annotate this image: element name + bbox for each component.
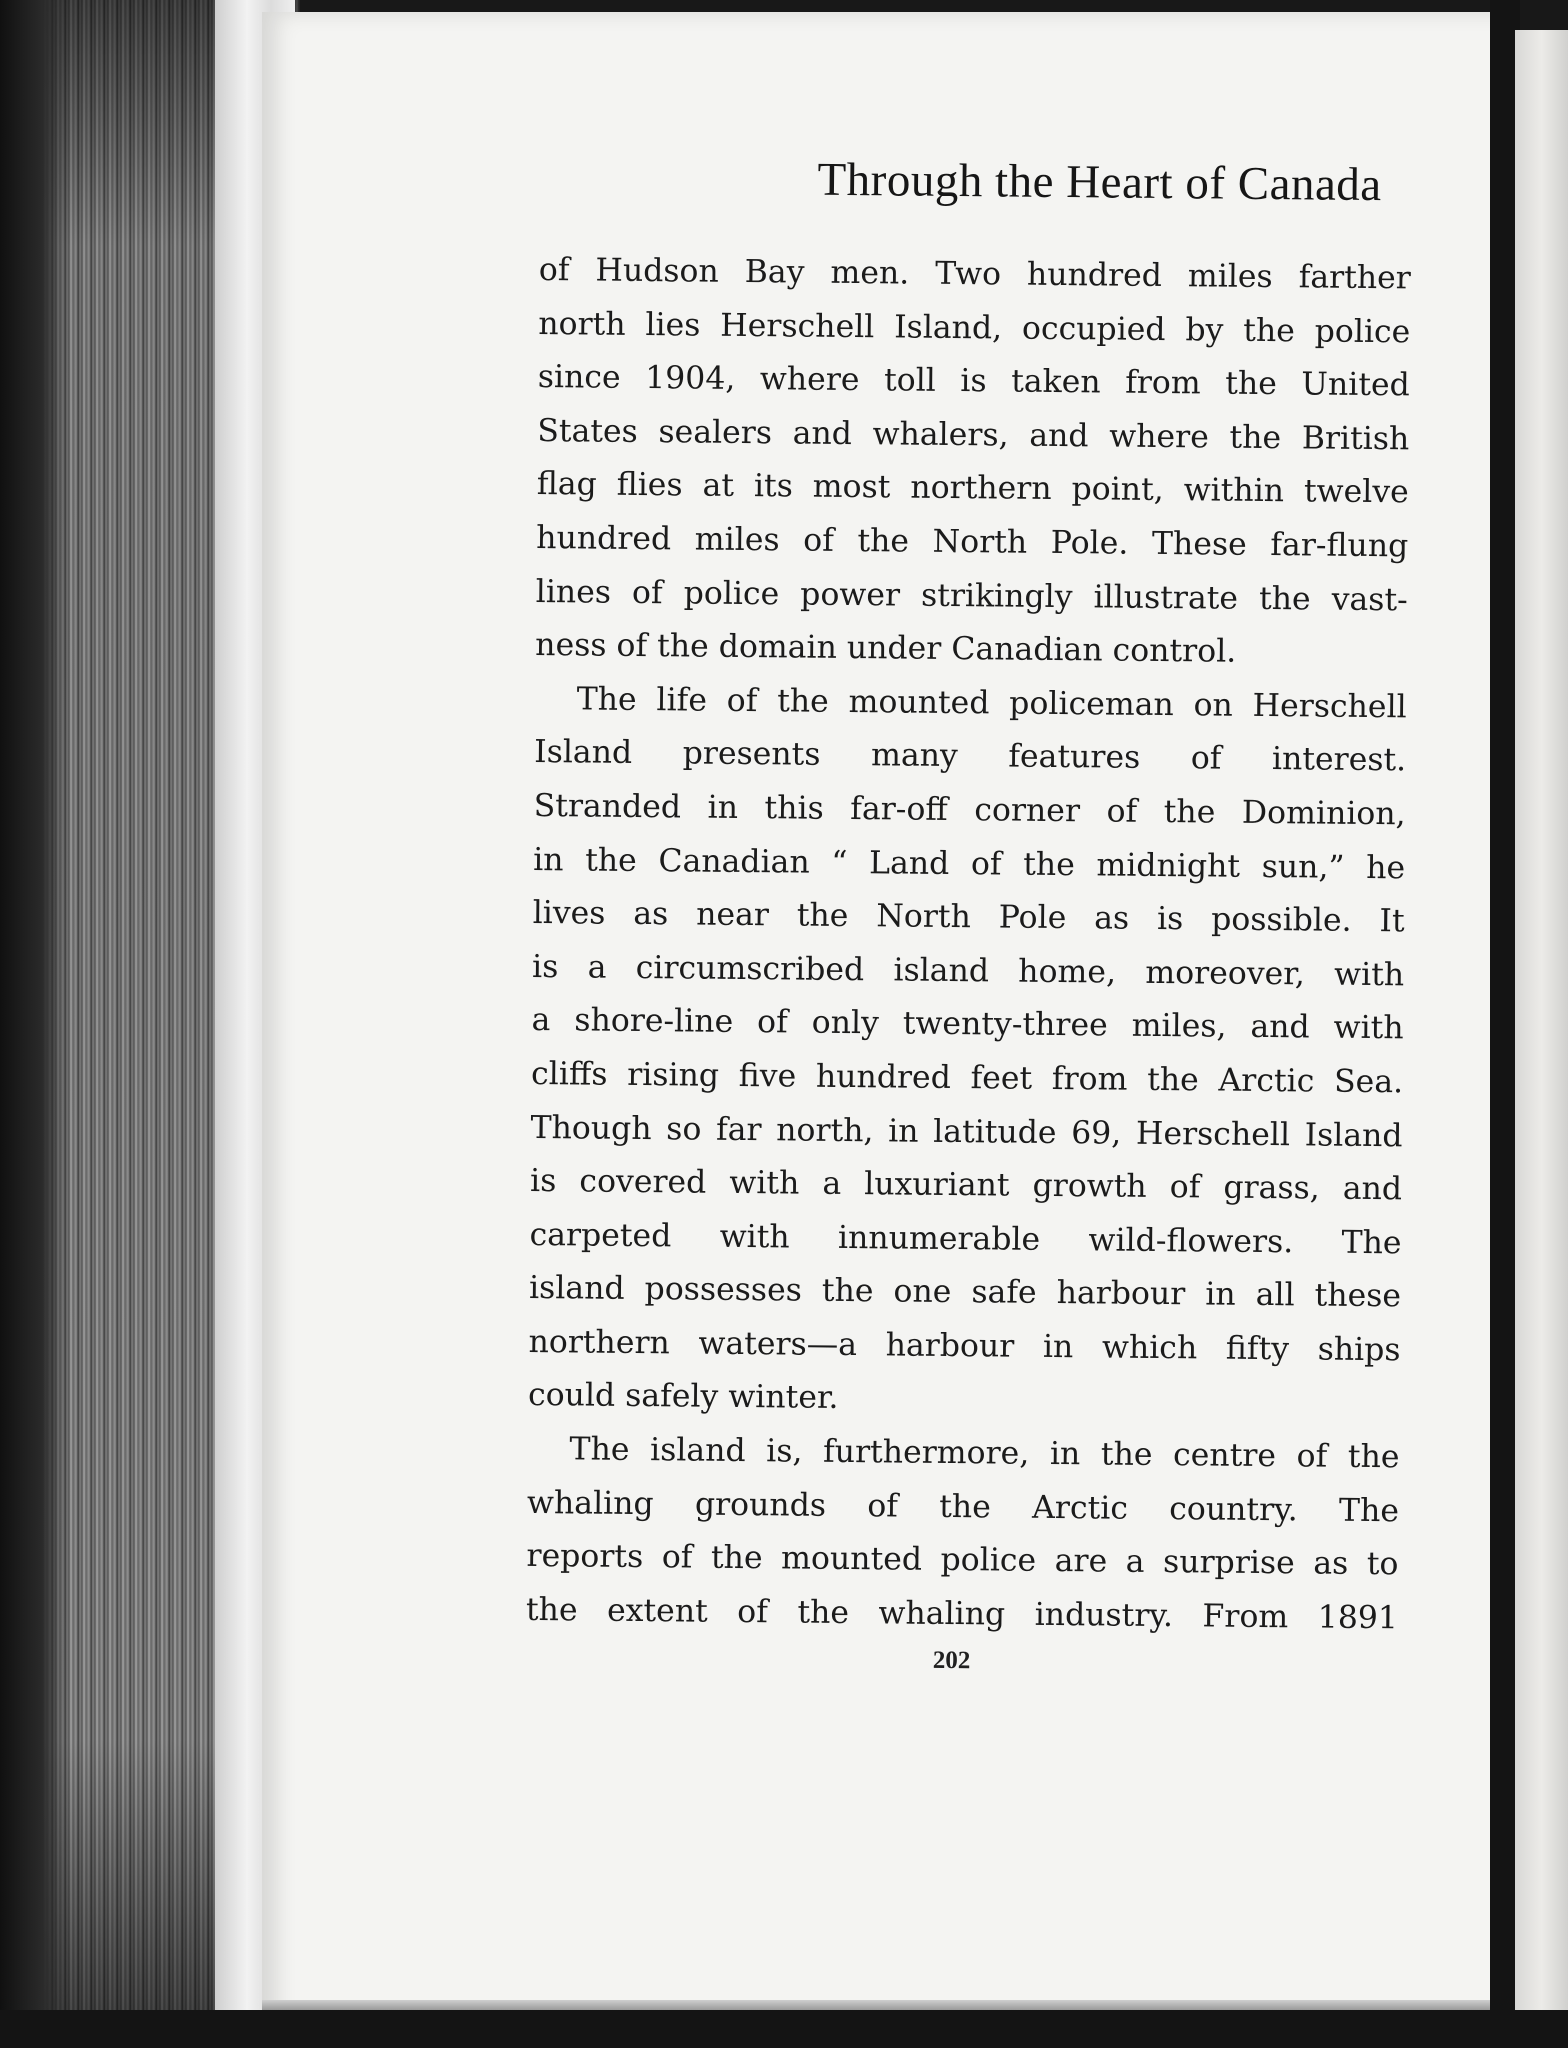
- scan-bottom-border: [0, 2010, 1568, 2048]
- text-line: carpeted with innumerable wild-flowers. The: [529, 1216, 1402, 1262]
- text-line: cliffs rising five hundred feet from the Arctic Sea.: [530, 1055, 1404, 1101]
- text-line: hundred miles of the North Pole. These far-flung: [536, 519, 1409, 565]
- text-line: Island presents many features of interest.: [534, 734, 1407, 779]
- text-line: lives as near the North Pole as is possible. It: [532, 895, 1405, 940]
- text-line: in the Canadian “ Land of the midnight sun,” he: [533, 841, 1406, 886]
- paragraph-3: [526, 1423, 1400, 1646]
- text-line: is a circumscribed island home, moreover, with: [531, 948, 1405, 994]
- text-line: lines of police power strikingly illustrate the vast-: [535, 573, 1408, 618]
- paragraph-1: [535, 244, 1411, 681]
- text-line: The life of the mounted policeman on Herschell: [576, 681, 1407, 726]
- text-line: flag flies at its most northern point, within twelve: [536, 466, 1409, 511]
- text-line: a shore-line of only twenty-three miles, and with: [531, 1002, 1404, 1047]
- text-line: Though so far north, in latitude 69, Herschell Island: [530, 1109, 1403, 1154]
- text-line: since 1904, where toll is taken from the United: [537, 359, 1410, 404]
- text-line: reports of the mounted police are a surprise as to: [526, 1538, 1399, 1583]
- text-line: northern waters—a harbour in which fifty ships: [528, 1323, 1401, 1369]
- text-line: north lies Herschell Island, occupied by the police: [538, 305, 1411, 350]
- binding-shadow: [0, 0, 70, 2048]
- text-block: [525, 150, 1412, 1680]
- text-line: of Hudson Bay men. Two hundred miles farther: [538, 251, 1411, 297]
- facing-page-edge: [1515, 30, 1568, 2030]
- text-line: Stranded in this far-off corner of the Dominion,: [533, 787, 1406, 833]
- running-head: Through the Heart of Canada: [817, 153, 1382, 212]
- paragraph-2: [528, 673, 1407, 1432]
- text-line: is covered with a luxuriant growth of grass, and: [529, 1163, 1403, 1208]
- text-line: ness of the domain under Canadian control.: [535, 627, 1237, 670]
- text-line: whaling grounds of the Arctic country. The: [526, 1484, 1400, 1529]
- text-line: States sealers and whalers, and where the British: [537, 412, 1410, 458]
- text-line: The island is, furthermore, in the centre of the: [569, 1431, 1400, 1476]
- text-line: could safely winter.: [527, 1377, 839, 1417]
- text-line: island possesses the one safe harbour in all these: [528, 1270, 1402, 1315]
- text-line: the extent of the whaling industry. From 1891: [525, 1591, 1399, 1637]
- page-bottom-edge: [262, 2000, 1517, 2010]
- page-number: 202: [932, 1647, 971, 1675]
